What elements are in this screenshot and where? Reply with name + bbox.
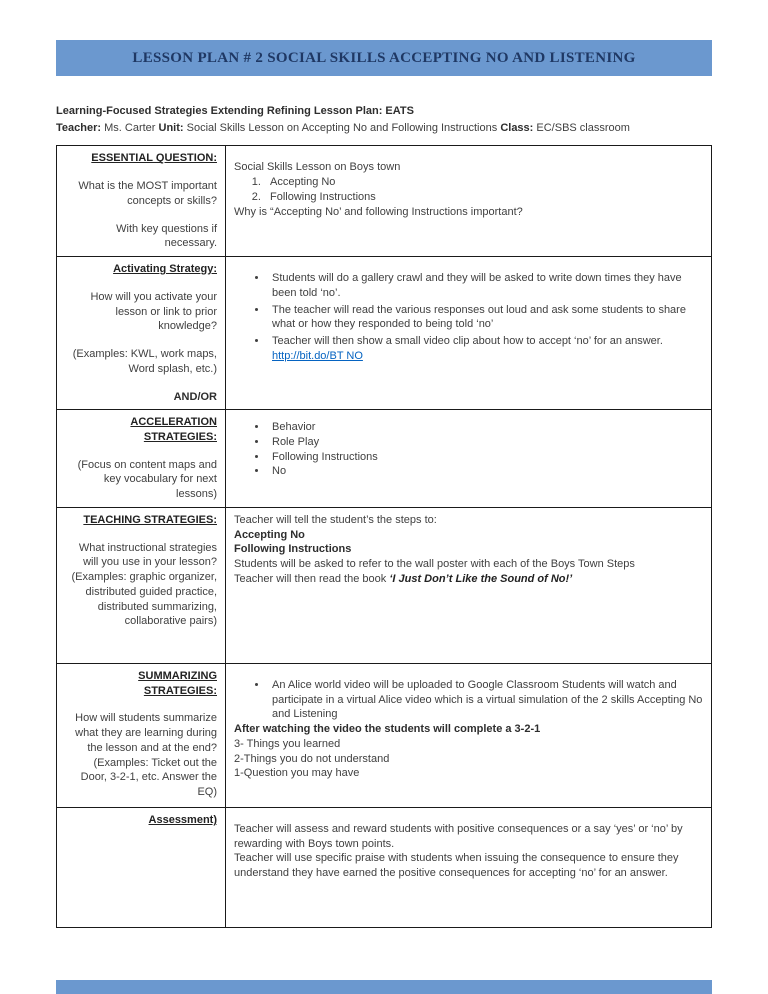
book-line-prefix: Teacher will then read the book (234, 572, 390, 585)
list-item: • No (268, 464, 703, 479)
content-line: Teacher will use specific praise with students when issuing the consequence to ensure they understand they have earned the positive consequences for accepting ‘no’ for an answer. (234, 852, 679, 880)
vocabulary-bullet-list (234, 420, 703, 479)
row-heading: SUMMARIZING STRATEGIES: (138, 669, 217, 697)
prompt-text: What is the MOST important concepts or skills? (78, 180, 217, 207)
summarizing-bullet-list (234, 678, 703, 722)
unit-label: Unit: (158, 121, 184, 134)
acceleration-strategies-label-cell (57, 410, 226, 508)
andor-text: AND/OR (173, 390, 217, 403)
essential-question-label-cell (57, 146, 226, 257)
footer-banner (56, 980, 712, 994)
assessment-content-cell (226, 807, 712, 927)
teacher-value: Ms. Carter (104, 121, 156, 134)
class-label: Class: (500, 121, 534, 134)
book-title: ‘I Just Don’t Like the Sound of No!’ (389, 572, 573, 585)
list-item: • Role Play (268, 435, 703, 450)
teaching-strategies-content-cell (226, 507, 712, 663)
list-item: 1. Accepting No (264, 175, 703, 190)
three-two-one-item: 1-Question you may have (234, 767, 360, 780)
three-two-one-heading: After watching the video the students will complete a 3-2-1 (234, 723, 541, 736)
lesson-topic: Social Skills Lesson on Boys town (234, 161, 401, 174)
teacher-label: Teacher: (56, 121, 102, 134)
prompt-text: (Focus on content maps and key vocabulary for next lessons) (77, 458, 217, 501)
content-line: Teacher will tell the student’s the steps to: (234, 513, 437, 526)
list-item: • The teacher will read the various responses out loud and ask some students to share what or how they responded to being told ‘no’ (268, 303, 703, 332)
activating-strategy-content-cell (226, 257, 712, 410)
content-line: Students will be asked to refer to the wall poster with each of the Boys Town Steps (234, 558, 635, 571)
class-value: EC/SBS classroom (536, 121, 630, 134)
activating-bullet-list (234, 271, 703, 363)
row-heading: Activating Strategy: (113, 263, 217, 276)
skill-name: Accepting No (234, 528, 305, 541)
skills-numbered-list (234, 175, 703, 204)
lesson-title-banner (56, 40, 712, 76)
skill-name: Following Instructions (234, 543, 352, 556)
prompt-text: With key questions if necessary. (116, 222, 217, 250)
bullet-text: Teacher will then show a small video clip about how to accept ‘no’ for an answer. (272, 335, 663, 348)
prompt-text: What instructional strategies will you use in your lesson? (78, 541, 217, 569)
table-row-assessment (57, 807, 712, 927)
prompt-text: (Examples: KWL, work maps, Word splash, etc.) (72, 348, 217, 375)
summarizing-strategies-label-cell (57, 663, 226, 807)
row-heading: TEACHING STRATEGIES: (83, 513, 217, 526)
prompt-text: How will students summarize what they are learning during the lesson and at the end? (Examples: Ticket out the Door, 3-2-1, etc. Answer the EQ) (75, 712, 217, 799)
video-link[interactable]: http://bit.do/BT NO (272, 349, 363, 362)
prompt-text: How will you activate your lesson or link to prior knowledge? (90, 290, 217, 333)
table-row-acceleration-strategies (57, 410, 712, 508)
list-item: • Behavior (268, 420, 703, 435)
unit-value: Social Skills Lesson on Accepting No and Following Instructions (186, 121, 498, 134)
lesson-meta (56, 104, 712, 135)
row-heading: Assessment) (148, 813, 217, 826)
three-two-one-item: 3- Things you learned (234, 737, 341, 750)
list-item: • An Alice world video will be uploaded to Google Classroom Students will watch and participate in a virtual Alice video which is a virtual simulation of the 2 skills Accepting No and Listening (268, 678, 703, 722)
assessment-label-cell (57, 807, 226, 927)
teacher-unit-class-line (56, 121, 712, 136)
teaching-strategies-label-cell (57, 507, 226, 663)
row-heading: ESSENTIAL QUESTION: (91, 152, 217, 165)
document-content (56, 40, 712, 928)
content-line (234, 572, 703, 587)
table-row-essential-question (57, 146, 712, 257)
table-row-activating-strategy (57, 257, 712, 410)
list-item: 2. Following Instructions (264, 190, 703, 205)
content-line: Teacher will assess and reward students with positive consequences or a say ‘yes’ or ‘no’ by rewarding with Boys town points. (234, 822, 683, 850)
table-row-teaching-strategies (57, 507, 712, 663)
essential-question-content-cell (226, 146, 712, 257)
essential-question-text: Why is “Accepting No’ and following Instructions important? (234, 205, 523, 218)
prompt-text: (Examples: graphic organizer, distributed guided practice, distributed summarizing, collaborative pairs) (71, 571, 217, 628)
list-item: • Following Instructions (268, 450, 703, 465)
list-item: • Students will do a gallery crawl and they will be asked to write down times they have been told ‘no’. (268, 271, 703, 300)
table-row-summarizing-strategies (57, 663, 712, 807)
row-heading: ACCELERATION STRATEGIES: (130, 416, 217, 444)
list-item (268, 334, 703, 363)
activating-strategy-label-cell (57, 257, 226, 410)
plan-line: Learning-Focused Strategies Extending Refining Lesson Plan: EATS (56, 105, 414, 117)
acceleration-strategies-content-cell (226, 410, 712, 508)
three-two-one-item: 2-Things you do not understand (234, 752, 390, 765)
lesson-plan-table (56, 145, 712, 927)
page-title: LESSON PLAN # 2 SOCIAL SKILLS ACCEPTING NO AND LISTENING (132, 49, 636, 66)
summarizing-strategies-content-cell (226, 663, 712, 807)
